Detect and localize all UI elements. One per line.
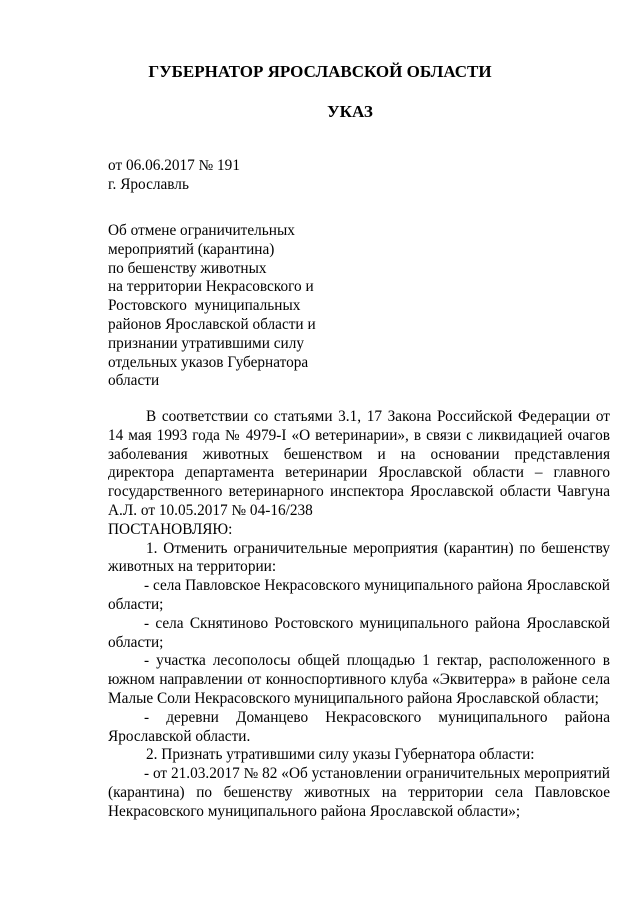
item-2-list-entry: - от 21.03.2017 № 82 «Об установлении ограничительных мероприятий (карантина) по бешенству животных на территории села Павловское Некрасовского муниципального района Ярославской области»; xyxy=(108,765,610,820)
subject-line: Об отмене ограничительных xyxy=(108,222,295,239)
subject-line: признании утратившими силу xyxy=(108,334,304,352)
subject-line: Ростовского муниципальных xyxy=(108,297,301,315)
subject-line: отдельных указов Губернатора xyxy=(108,353,309,371)
document-header-title: ГУБЕРНАТОР ЯРОСЛАВСКОЙ ОБЛАСТИ xyxy=(148,62,492,81)
item-1-list-entry: - села Павловское Некрасовского муниципального района Ярославской области; xyxy=(108,577,610,613)
document-subject xyxy=(108,222,316,391)
item-1-list-entry: - деревни Доманцево Некрасовского муниципального района Ярославской области. xyxy=(108,708,610,745)
subject-line: мероприятий (карантина) xyxy=(108,240,275,258)
resolve-statement: ПОСТАНОВЛЯЮ: xyxy=(108,520,233,538)
item-2: 2. Признать утратившими силу указы Губернатора области: xyxy=(146,746,535,764)
preamble-paragraph: В соответствии со статьями 3.1, 17 Закона Российской Федерации от 14 мая 1993 года № 4979-I «О ветеринарии», в связи с ликвидацией очагов заболевания животных бешенством и на основании представления директора департамента ветеринарии Ярославской области – главного государственного ветеринарного инспектора Ярославской области Чавгуна А.Л. от 10.05.2017 № 04-16/238 xyxy=(108,408,610,519)
item-1-list-entry: - участка лесополосы общей площадью 1 гектар, расположенного в южном направлении от конноспортивного клуба «Эквитерра» в районе села Малые Соли Некрасовского муниципального района Ярославской области; xyxy=(108,652,610,707)
city: г. Ярославль xyxy=(108,176,189,193)
subject-line: на территории Некрасовского и xyxy=(108,278,314,296)
document-body xyxy=(108,408,610,822)
subject-line: районов Ярославской области и xyxy=(108,315,316,333)
item-1-list-entry: - села Скнятиново Ростовского муниципального района Ярославской области; xyxy=(108,614,610,651)
item-1: 1. Отменить ограничительные мероприятия (карантин) по бешенству животных на территории: xyxy=(108,539,610,576)
date-number: от 06.06.2017 № 191 xyxy=(108,157,240,174)
subject-line: по бешенству животных xyxy=(108,259,267,277)
subject-line: области xyxy=(108,372,160,390)
document-type: УКАЗ xyxy=(327,102,373,121)
document-meta xyxy=(108,156,240,194)
